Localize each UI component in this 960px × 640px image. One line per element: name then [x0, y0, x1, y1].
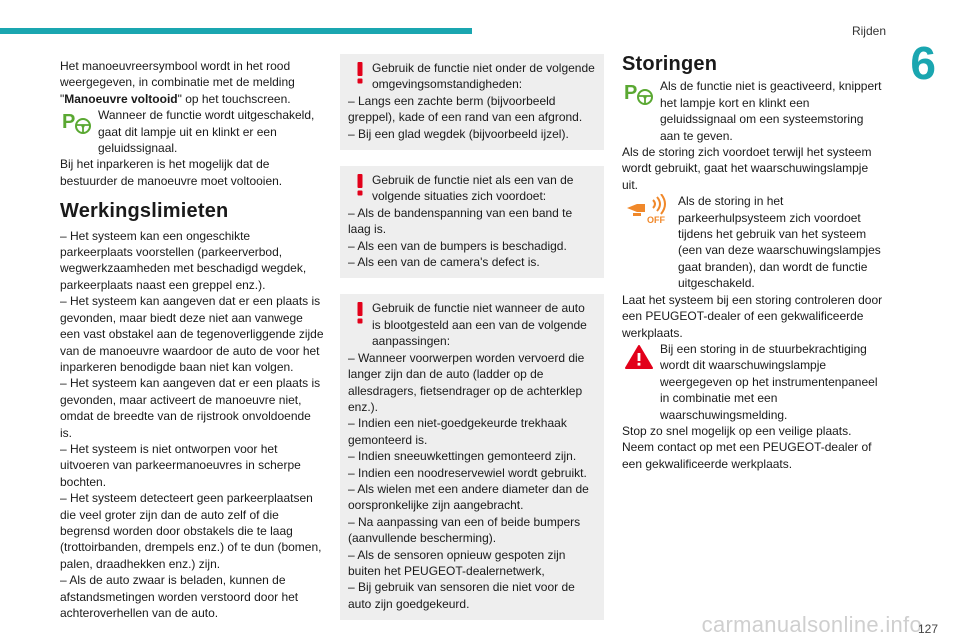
icon-description: Wanneer de functie wordt uitgeschakeld, gaat dit lampje uit en klinkt er een geluidssignaal. [98, 108, 315, 156]
warning-item: – Als wielen met een andere diameter dan de oorspronkelijke zijn aangebracht. [348, 481, 589, 513]
limit-item: – Als de auto zwaar is beladen, kunnen de afstandsmetingen worden verstoord door het achteroverhellen van de auto. [60, 573, 299, 620]
message-manoeuvre-voltooid: Manoeuvre voltooid [64, 91, 178, 106]
warning-heading: Gebruik de functie niet wanneer de auto is blootgesteld aan een van de volgende aanpassingen: [372, 301, 587, 349]
exclamation-icon [348, 62, 372, 84]
storing-paragraph: Als de functie niet is geactiveerd, knippert het lampje kort en klinkt een geluidssignaal om een systeemstoring aan te geven. [660, 79, 882, 143]
park-sensor-off-icon [622, 194, 674, 224]
park-assist-icon-row [622, 78, 884, 144]
storing-paragraph: Bij een storing in de stuurbekrachtiging wordt dit waarschuwingslampje weergegeven op het instrumentenpaneel in combinatie met een waarschuwingsmelding. [660, 341, 878, 422]
storing-paragraph: Stop zo snel mogelijk op een veilige plaats. Neem contact op met een PEUGEOT-dealer of een gekwalificeerde werkplaats. [622, 423, 872, 471]
intro-paragraph: Het manoeuvreersymbool wordt in het rood weergegeven, in combinatie met de melding "Manoeuvre voltooid" op het touchscreen. [60, 59, 295, 106]
warning-heading: Gebruik de functie niet onder de volgende omgevingsomstandigheden: [372, 61, 595, 92]
off-label: OFF [647, 215, 665, 225]
limit-item: – Het systeem is niet ontworpen voor het uitvoeren van parkeermanoeuvres in scherpe bochten. [60, 441, 301, 489]
page-number: 127 [917, 622, 938, 636]
column-1 [60, 58, 324, 621]
heading-storingen: Storingen [622, 53, 718, 75]
chapter-number: 6 [910, 37, 936, 89]
park-assist-icon [60, 108, 94, 138]
warning-box-modifications [340, 294, 604, 620]
exclamation-icon [348, 174, 372, 196]
warning-item: – Indien sneeuwkettingen gemonteerd zijn. [348, 449, 577, 464]
warning-box-environment [340, 54, 604, 150]
warning-item: – Indien een noodreservewiel wordt gebruikt. [348, 465, 587, 480]
storing-paragraph: Als de storing in het parkeerhulpsysteem zich voordoet tijdens het gebruik van het systeem (een van deze waarschuwingslampjes gaat branden), dan wordt de functie uitgeschakeld. [678, 194, 881, 291]
limit-item: – Het systeem detecteert geen parkeerplaatsen die veel groter zijn dan de auto zelf of die begrensd worden door obstakels die te laag (trottoirbanden, drempels enz.) of te dun (bomen, palen, draadhekken enz.) zijn. [60, 491, 322, 571]
svg-text:P: P [62, 111, 76, 134]
park-assist-icon [622, 79, 656, 109]
warning-item: – Als de sensoren opnieuw gespoten zijn buiten het PEUGEOT-dealernetwerk, [348, 547, 566, 578]
warning-item: – Als een van de bumpers is beschadigd. [348, 238, 567, 253]
warning-item: – Als de bandenspanning van een band te laag is. [348, 205, 573, 237]
warning-heading: Gebruik de functie niet als een van de volgende situaties zich voordoet: [372, 173, 574, 204]
column-3 [622, 53, 884, 472]
heading-werkingslimieten: Werkingslimieten [60, 200, 229, 223]
warning-item: – Na aanpassing van een of beide bumpers (aanvullende bescherming). [348, 514, 581, 546]
warning-item: – Bij een glad wegdek (bijvoorbeeld ijzel). [348, 126, 569, 141]
warning-item: – Als een van de camera's defect is. [348, 255, 540, 270]
warning-box-situations [340, 166, 604, 278]
svg-text:P: P [624, 82, 638, 105]
after-icon-paragraph: Bij het inparkeren is het mogelijk dat de bestuurder de manoeuvre moet voltooien. [60, 157, 283, 188]
warning-item: – Bij gebruik van sensoren die niet voor de auto zijn goedgekeurd. [348, 580, 575, 611]
warning-item: – Indien een niet-goedgekeurde trekhaak gemonteerd is. [348, 416, 567, 447]
limit-item: – Het systeem kan een ongeschikte parkeerplaats voorstellen (parkeerverbod, wegwerkzaamheden met beschadigd wegdek, parkeerplaats naast een greppel enz.). [60, 228, 307, 292]
park-assist-icon-row [60, 107, 324, 156]
park-sensor-off-icon-row [622, 193, 884, 291]
storing-paragraph: Laat het systeem bij een storing controleren door een PEUGEOT-dealer of een gekwalificeerde werkplaats. [622, 292, 883, 340]
warning-triangle-icon-row [622, 341, 884, 423]
warning-triangle-icon [622, 342, 656, 372]
limit-item: – Het systeem kan aangeven dat er een plaats is gevonden, maar activeert de manoeuvre niet, omdat de breedte van de rijstrook onvoldoende is. [60, 376, 321, 440]
warning-item: – Wanneer voorwerpen worden vervoerd die langer zijn dan de auto (ladder op de allesdragers, fietsendrager op de achterklep enz.). [348, 350, 585, 414]
limit-item: – Het systeem kan aangeven dat er een plaats is gevonden, maar biedt deze niet aan vanwege een vast obstakel aan de tegenoverliggende zijde van de manoeuvre waardoor de auto de voor het inparkeren benodigde baan niet kan volgen. [60, 294, 324, 374]
exclamation-icon [348, 302, 372, 324]
column-2 [340, 54, 604, 636]
section-title: Rijden [851, 24, 886, 38]
watermark: carmanualsonline.info [701, 612, 922, 637]
warning-item: – Langs een zachte berm (bijvoorbeeld greppel), kade of een rand van een afgrond. [348, 93, 583, 125]
storing-paragraph: Als de storing zich voordoet terwijl het systeem wordt gebruikt, gaat het waarschuwingslampje uit. [622, 145, 872, 192]
header-accent-bar [0, 28, 472, 34]
